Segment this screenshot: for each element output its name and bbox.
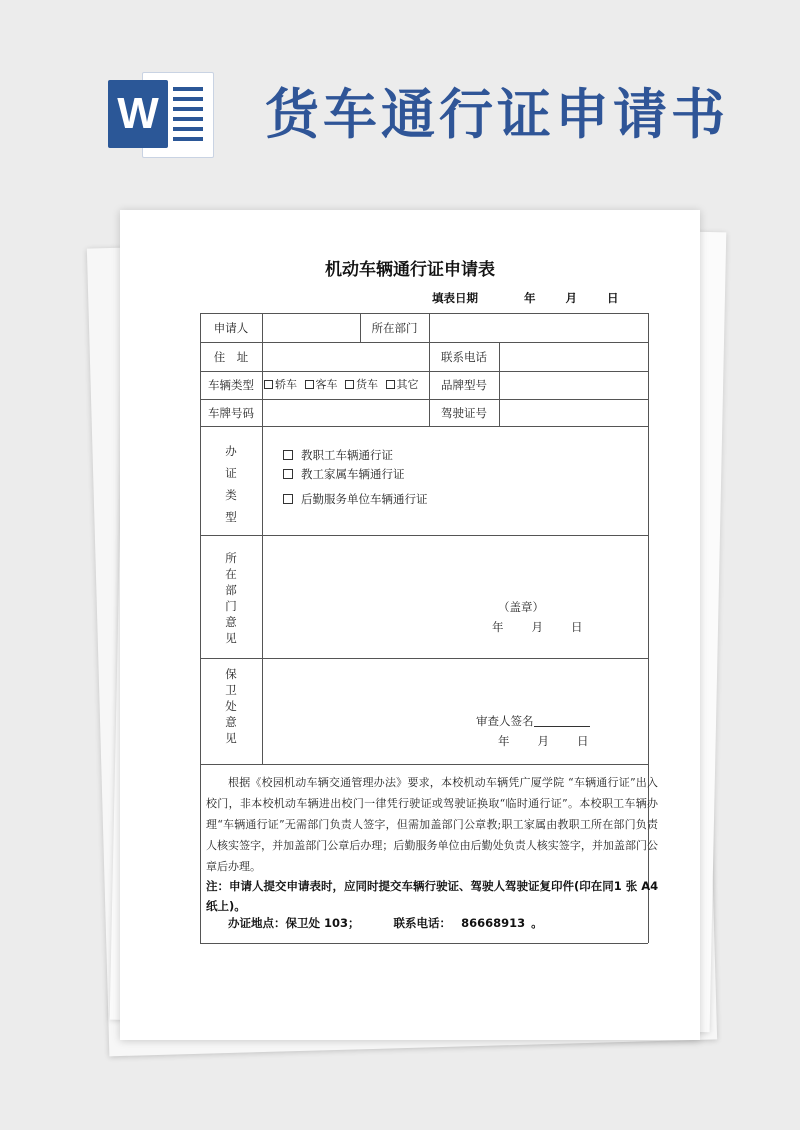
fill-date-label: 填表日期 [432, 291, 478, 305]
vehicle-type-label: 车辆类型 [208, 378, 254, 392]
phone-label: 联系电话 [441, 350, 487, 364]
permit-option-staff[interactable]: 教职工车辆通行证 [283, 446, 393, 464]
permit-option-family[interactable]: 教工家属车辆通行证 [283, 465, 405, 483]
date-month: 月 [565, 291, 578, 305]
date-year: 年 [524, 291, 536, 305]
license-no-label: 驾驶证号 [441, 406, 487, 420]
form-title: 机动车辆通行证申请表 [325, 260, 495, 280]
phone-number: 86668913 [461, 916, 526, 930]
vehicle-type-options [264, 372, 429, 398]
checkbox-bus[interactable]: 客车 [305, 378, 338, 391]
security-date: 年 月 日 [498, 734, 589, 748]
contact-info: 办证地点：保卫处 103； 联系电话： 86668913 。 [228, 916, 543, 930]
submission-note: 注：申请人提交申请表时，应同时提交车辆行驶证、驾驶人驾驶证复印件(印在同1 张 A4 纸上)。 [206, 879, 659, 913]
brand-model-label: 品牌型号 [441, 378, 487, 392]
applicant-label: 申请人 [213, 321, 249, 335]
address-label: 住 址 [213, 350, 249, 364]
word-icon [108, 72, 212, 156]
permit-type-label: 办证类型 [225, 444, 237, 524]
security-opinion-label: 保卫处意见 [225, 667, 237, 745]
dept-opinion-label: 所在部门意见 [225, 551, 237, 645]
word-letter: W [108, 80, 168, 148]
office-location: 办证地点：保卫处 103； [228, 916, 360, 930]
permit-option-service[interactable]: 后勤服务单位车辆通行证 [283, 490, 428, 508]
dept-seal: （盖章） [498, 600, 544, 614]
reviewer-signature-line[interactable] [534, 714, 590, 727]
checkbox-sedan[interactable]: 轿车 [264, 378, 297, 391]
banner [0, 0, 800, 200]
department-label: 所在部门 [371, 321, 418, 335]
phone-label-footer: 联系电话： [393, 916, 452, 930]
banner-title: 货车通行证申请书 [265, 83, 729, 146]
checkbox-truck[interactable]: 货车 [345, 378, 378, 391]
rules-paragraph: 根据《校园机动车辆交通管理办法》要求，本校机动车辆凭广厦学院 “车辆通行证”出入校门，非本校机动车辆进出校门一律凭行驶证或驾驶证换取“临时通行证”。本校职工车辆办理“车辆通行证”无需部门负责人签字，但需加盖部门公章教;职工家属由教职工所在部门负责人核实签字，并加盖部门公章后办理；后勤服务单位由后勤处负责人核实签字，并加盖部门公章后办理。 [206, 776, 658, 873]
checkbox-other[interactable]: 其它 [386, 378, 419, 391]
form-sheet [120, 210, 700, 1040]
plate-no-label: 车牌号码 [208, 406, 254, 420]
reviewer-signature: 审查人签名 [476, 712, 590, 730]
date-day: 日 [607, 291, 619, 305]
dept-date: 年 月 日 [492, 620, 583, 634]
